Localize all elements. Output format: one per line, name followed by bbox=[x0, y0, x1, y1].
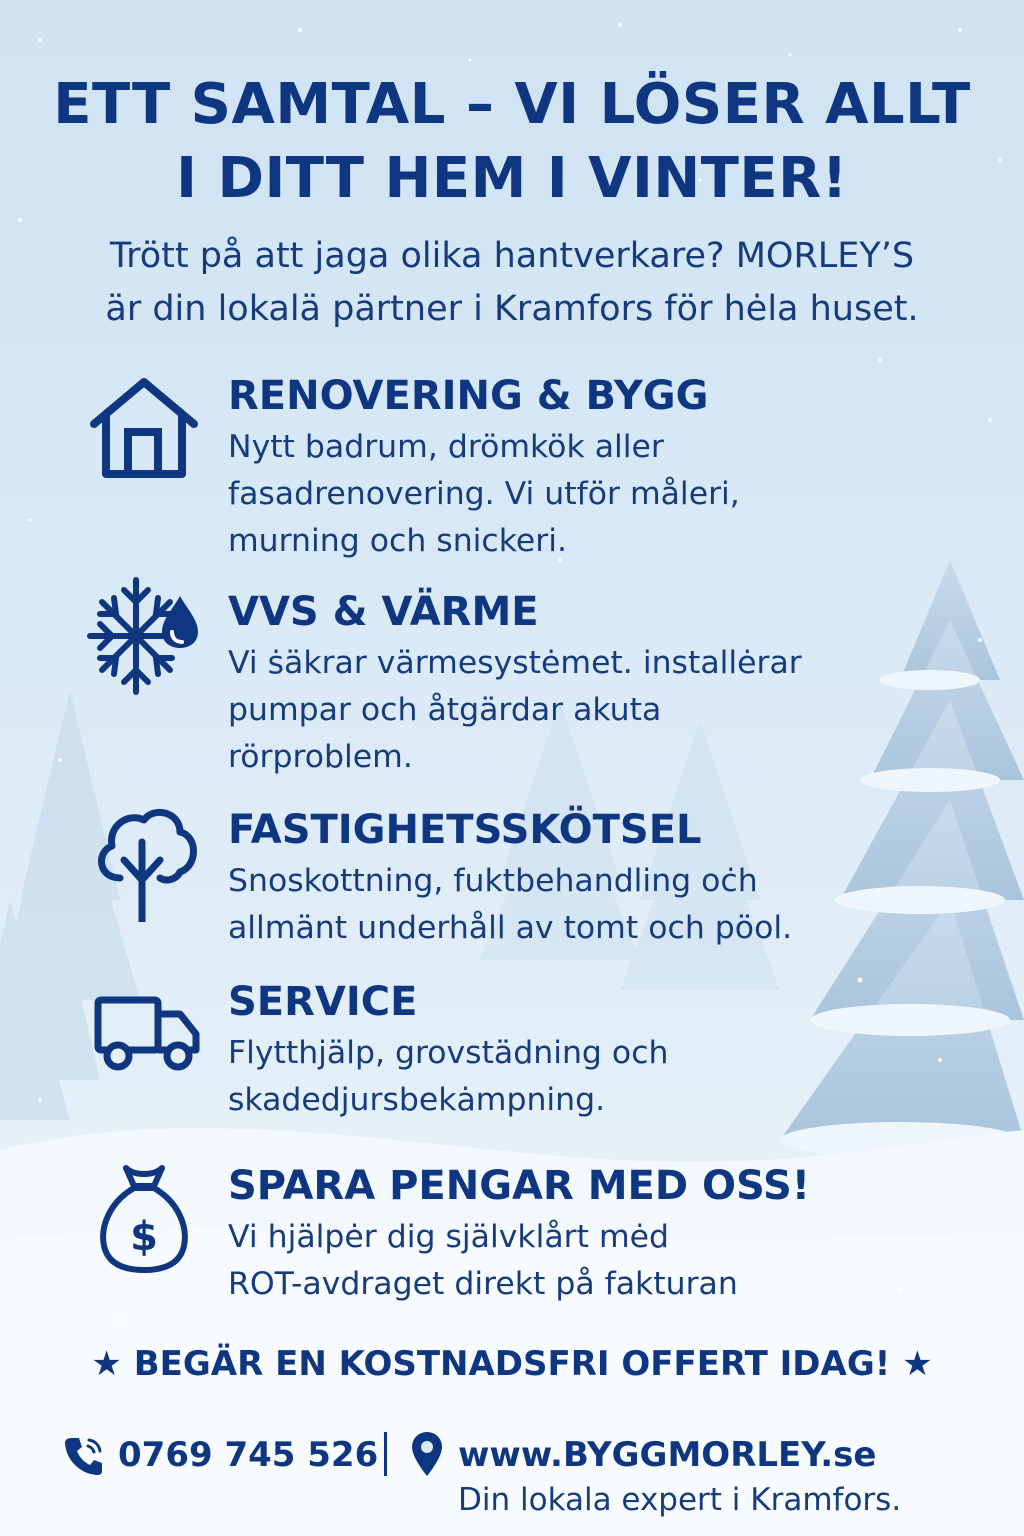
divider bbox=[384, 1432, 387, 1476]
description-line: Vi ṡäkrar värmesystėmet. installėrar bbox=[228, 645, 802, 681]
description-line: murning och snickeri. bbox=[228, 523, 567, 559]
service-description bbox=[228, 1214, 738, 1308]
service-description bbox=[228, 424, 740, 565]
tree-icon bbox=[84, 798, 208, 922]
house-icon bbox=[84, 372, 208, 496]
service-description bbox=[228, 1030, 668, 1124]
truck-icon bbox=[84, 984, 208, 1108]
service-description bbox=[228, 640, 802, 781]
website-link[interactable]: www.BYGGMORLEY.se bbox=[458, 1435, 877, 1475]
snowflake-drop-icon bbox=[84, 574, 208, 698]
description-line: Vi hjälpėr dig självklårt mėd bbox=[228, 1219, 670, 1255]
description-line: Nytt badrum, drömkök aller bbox=[228, 429, 664, 465]
money-bag-icon bbox=[84, 1154, 208, 1278]
headline-line-2: I DITT HEM I VINTER! bbox=[176, 146, 848, 211]
location-pin-icon bbox=[410, 1430, 444, 1478]
description-line: rörproblem. bbox=[228, 739, 413, 775]
description-line: Flytthjälp, grovstädning och bbox=[228, 1035, 669, 1071]
svg-text:$: $ bbox=[130, 1214, 158, 1260]
intro-line-2: är din lokalä pärtner i Kramfors för hėla huset. bbox=[105, 289, 919, 329]
service-title: RENOVERING & BYGG bbox=[228, 373, 709, 419]
intro-text bbox=[0, 230, 1024, 336]
service-title: SPARA PENGAR MED OSS! bbox=[228, 1163, 811, 1209]
headline-line-1: ETT SAMTAL – VI LÖSER ALLT bbox=[53, 72, 971, 137]
description-line: fasadrenovering. Vi utför måleri, bbox=[228, 476, 740, 512]
phone-icon bbox=[62, 1434, 106, 1478]
contact-footer bbox=[0, 1424, 1024, 1534]
tagline: Din lokala expert i Kramfors. bbox=[458, 1482, 902, 1518]
service-description bbox=[228, 858, 792, 952]
call-to-action: ★ BEGÄR EN KOSTNADSFRI OFFERT IDAG! ★ bbox=[91, 1344, 933, 1384]
headline bbox=[0, 68, 1024, 216]
description-line: Snoskottning, fuktbehandling oċh bbox=[228, 863, 758, 899]
service-title: VVS & VÄRME bbox=[228, 589, 539, 635]
description-line: ROT-avdraget direkt på fakturan bbox=[228, 1266, 738, 1302]
description-line: pumpar och åtgärdar akuta bbox=[228, 692, 662, 728]
description-line: skadedjursbekȧmpning. bbox=[228, 1082, 606, 1118]
phone-number[interactable]: 0769 745 526 bbox=[118, 1435, 379, 1475]
service-title: FASTIGHETSSKÖTSEL bbox=[228, 807, 702, 853]
service-title: SERVICE bbox=[228, 979, 418, 1025]
intro-line-1: Trött på att jaga olika hantverkare? MORLEY’S bbox=[109, 236, 915, 276]
description-line: allmänt underhåll av tomt och pöol. bbox=[228, 910, 793, 946]
